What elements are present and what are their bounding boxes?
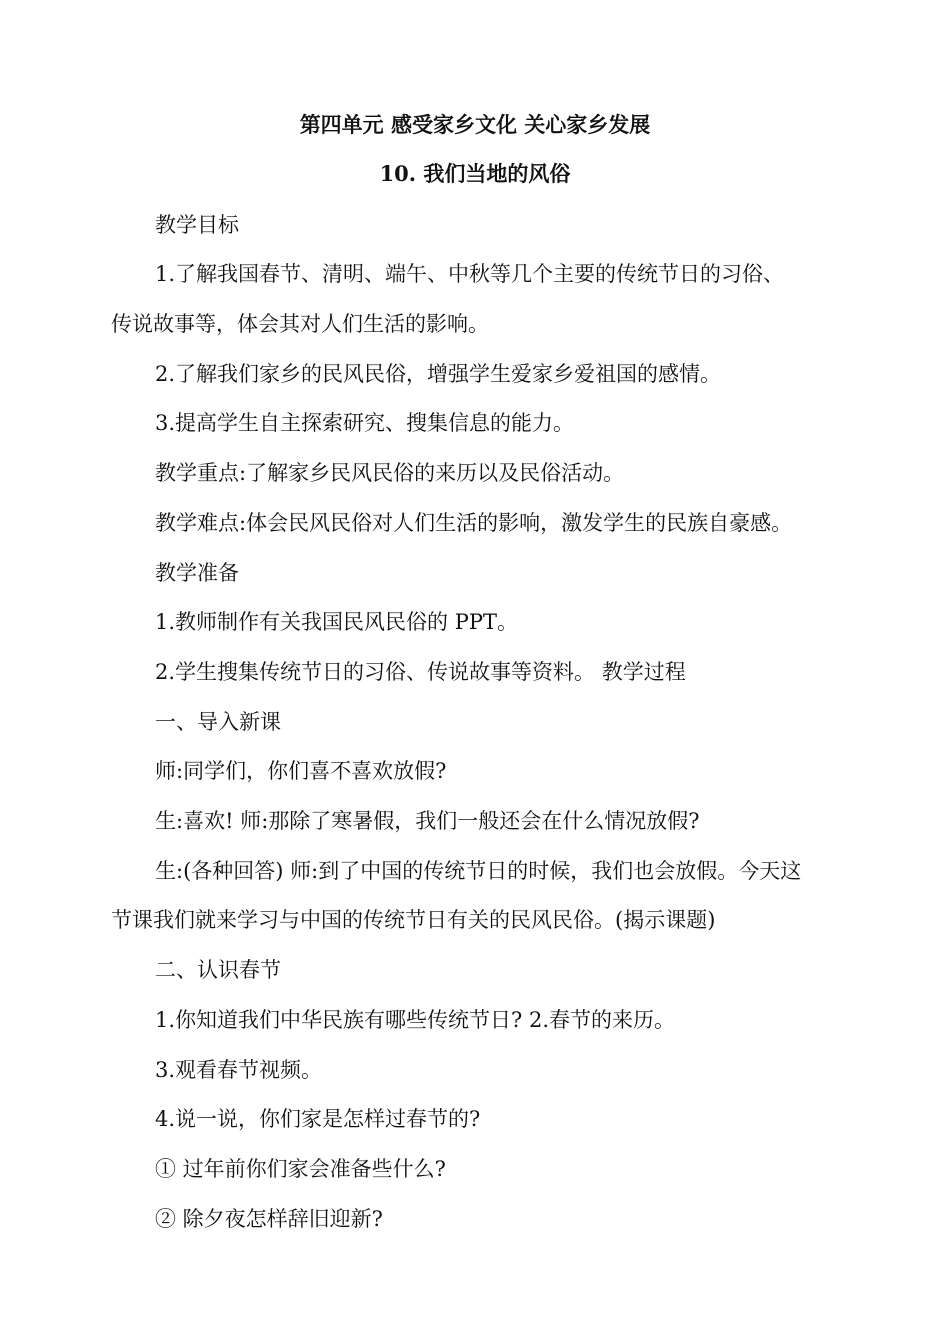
paragraph-line: 3.观看春节视频。 xyxy=(155,1058,323,1082)
paragraph-line: 2.了解我们家乡的民风民俗，增强学生爱家乡爱祖国的感情。 xyxy=(155,362,722,386)
paragraph-line: 2.学生搜集传统节日的习俗、传说故事等资料。 教学过程 xyxy=(155,660,686,684)
paragraph-line: 生:(各种回答) 师:到了中国的传统节日的时候，我们也会放假。今天这 xyxy=(155,859,802,883)
lesson-title: 10. 我们当地的风俗 xyxy=(379,161,571,186)
list-item: ② 除夕夜怎样辞旧迎新? xyxy=(155,1207,383,1231)
paragraph-line: 4.说一说，你们家是怎样过春节的? xyxy=(155,1107,481,1131)
section-heading-objectives: 教学目标 xyxy=(155,213,239,237)
paragraph-line: 生:喜欢! 师:那除了寒暑假，我们一般还会在什么情况放假? xyxy=(155,809,700,833)
paragraph-line: 1.你知道我们中华民族有哪些传统节日? 2.春节的来历。 xyxy=(155,1008,676,1032)
unit-title: 第四单元 感受家乡文化 关心家乡发展 xyxy=(299,112,651,137)
paragraph-line: 教学难点:体会民风民俗对人们生活的影响，激发学生的民族自豪感。 xyxy=(155,511,793,535)
section-heading-intro: 一、导入新课 xyxy=(155,710,281,734)
section-heading-preparation: 教学准备 xyxy=(155,561,239,585)
paragraph-line: 3.提高学生自主探索研究、搜集信息的能力。 xyxy=(155,411,575,435)
paragraph-line: 教学重点:了解家乡民风民俗的来历以及民俗活动。 xyxy=(155,461,625,485)
paragraph-line: 传说故事等，体会其对人们生活的影响。 xyxy=(111,312,489,336)
list-item: ① 过年前你们家会准备些什么? xyxy=(155,1157,446,1181)
section-heading-spring-festival: 二、认识春节 xyxy=(155,958,281,982)
paragraph-line: 1.教师制作有关我国民风民俗的 PPT。 xyxy=(155,610,518,634)
paragraph-line: 师:同学们，你们喜不喜欢放假? xyxy=(155,759,447,783)
paragraph-line: 节课我们就来学习与中国的传统节日有关的民风民俗。(揭示课题) xyxy=(111,908,716,932)
paragraph-line: 1.了解我国春节、清明、端午、中秋等几个主要的传统节日的习俗、 xyxy=(155,262,785,286)
